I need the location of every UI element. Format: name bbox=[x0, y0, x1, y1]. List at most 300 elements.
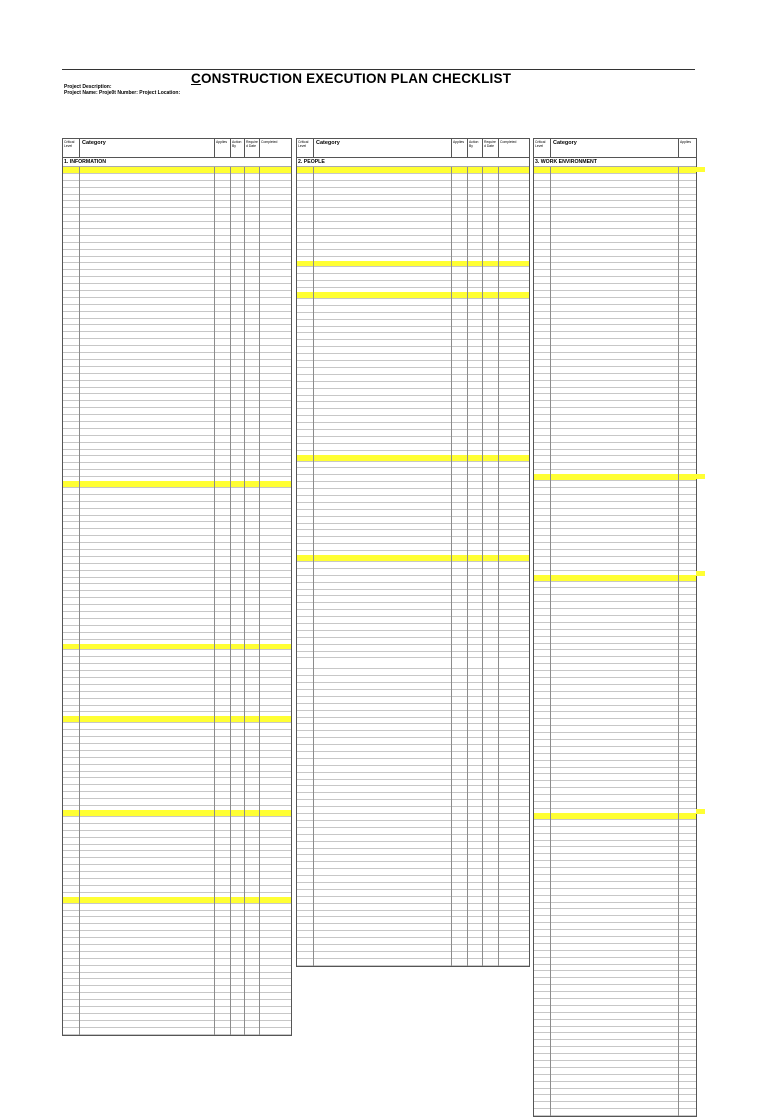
table-row bbox=[297, 883, 529, 890]
table-row bbox=[534, 678, 696, 685]
table-row bbox=[63, 938, 291, 945]
table-row bbox=[297, 389, 529, 396]
table-row bbox=[534, 719, 696, 726]
table-row bbox=[534, 263, 696, 270]
table-row bbox=[297, 208, 529, 215]
table-row bbox=[297, 869, 529, 876]
table-row bbox=[63, 550, 291, 557]
table-row bbox=[63, 415, 291, 422]
table-row bbox=[297, 890, 529, 897]
table-row bbox=[297, 924, 529, 931]
table-row bbox=[63, 612, 291, 619]
table-row bbox=[297, 904, 529, 911]
table-row bbox=[63, 529, 291, 536]
table-row bbox=[63, 188, 291, 195]
table-row bbox=[297, 711, 529, 718]
subsection-bar bbox=[534, 167, 696, 174]
table-row bbox=[63, 952, 291, 959]
table-row bbox=[63, 284, 291, 291]
table-row bbox=[63, 765, 291, 772]
table-row bbox=[63, 263, 291, 270]
table-row bbox=[534, 1089, 696, 1096]
table-row bbox=[297, 683, 529, 690]
table-row bbox=[63, 181, 291, 188]
table-row bbox=[534, 740, 696, 747]
table-row bbox=[63, 633, 291, 640]
project-info-line: Project Name: Proje0t Number: Project Location: bbox=[64, 90, 181, 96]
table-row bbox=[297, 938, 529, 945]
subsection-bar bbox=[63, 481, 291, 488]
table-row bbox=[63, 865, 291, 872]
table-row bbox=[63, 1014, 291, 1021]
table-row bbox=[297, 786, 529, 793]
table-row bbox=[63, 536, 291, 543]
table-row bbox=[534, 401, 696, 408]
table-row bbox=[297, 188, 529, 195]
checklist-column-information bbox=[62, 138, 292, 1036]
table-row bbox=[297, 849, 529, 856]
table-row bbox=[297, 215, 529, 222]
table-row bbox=[63, 470, 291, 477]
table-row bbox=[534, 650, 696, 657]
grid-column-line bbox=[259, 167, 260, 1035]
table-row bbox=[297, 544, 529, 551]
table-row bbox=[63, 657, 291, 664]
table-row bbox=[534, 270, 696, 277]
subsection-bar bbox=[63, 810, 291, 817]
table-row bbox=[63, 564, 291, 571]
table-row bbox=[534, 436, 696, 443]
table-row bbox=[534, 937, 696, 944]
table-row bbox=[297, 718, 529, 725]
table-row bbox=[534, 868, 696, 875]
table-row bbox=[297, 236, 529, 243]
table-row bbox=[63, 388, 291, 395]
table-row bbox=[297, 731, 529, 738]
table-row bbox=[297, 320, 529, 327]
table-row bbox=[534, 909, 696, 916]
table-row bbox=[534, 733, 696, 740]
table-row bbox=[63, 619, 291, 626]
table-row bbox=[297, 645, 529, 652]
table-row bbox=[297, 524, 529, 531]
table-row bbox=[297, 274, 529, 281]
table-row bbox=[534, 788, 696, 795]
table-row bbox=[63, 578, 291, 585]
table-row bbox=[63, 312, 291, 319]
page-title: CONSTRUCTION EXECUTION PLAN CHECKLIST bbox=[191, 71, 512, 86]
table-row bbox=[297, 793, 529, 800]
table-row bbox=[534, 875, 696, 882]
table-row bbox=[297, 724, 529, 731]
table-row bbox=[297, 780, 529, 787]
table-row bbox=[63, 243, 291, 250]
table-row bbox=[63, 699, 291, 706]
table-row bbox=[297, 423, 529, 430]
table-row bbox=[297, 828, 529, 835]
table-row bbox=[534, 903, 696, 910]
table-row bbox=[63, 692, 291, 699]
table-row bbox=[297, 195, 529, 202]
table-row bbox=[534, 944, 696, 951]
table-row bbox=[534, 820, 696, 827]
table-row bbox=[63, 195, 291, 202]
table-row bbox=[534, 381, 696, 388]
top-rule bbox=[62, 69, 695, 70]
table-row bbox=[297, 306, 529, 313]
table-row bbox=[534, 481, 696, 488]
table-row bbox=[534, 543, 696, 550]
subsection-bar bbox=[297, 455, 529, 462]
table-row bbox=[297, 482, 529, 489]
table-row bbox=[63, 215, 291, 222]
table-row bbox=[534, 1027, 696, 1034]
subsection-bar bbox=[297, 292, 529, 299]
table-row bbox=[534, 637, 696, 644]
table-row bbox=[534, 978, 696, 985]
table-row bbox=[534, 1102, 696, 1109]
table-row bbox=[63, 456, 291, 463]
table-row bbox=[534, 602, 696, 609]
table-row bbox=[63, 799, 291, 806]
table-row bbox=[63, 509, 291, 516]
table-row bbox=[63, 685, 291, 692]
table-row bbox=[297, 807, 529, 814]
section-title: 2. PEOPLE bbox=[297, 158, 529, 167]
table-row bbox=[297, 917, 529, 924]
table-row bbox=[534, 305, 696, 312]
table-row bbox=[534, 319, 696, 326]
table-row bbox=[297, 576, 529, 583]
table-row bbox=[63, 339, 291, 346]
table-row bbox=[63, 730, 291, 737]
table-row bbox=[534, 360, 696, 367]
table-row bbox=[297, 174, 529, 181]
table-row bbox=[297, 603, 529, 610]
table-row bbox=[534, 243, 696, 250]
table-row bbox=[534, 516, 696, 523]
table-row bbox=[534, 188, 696, 195]
subsection-bar bbox=[63, 644, 291, 651]
table-row bbox=[534, 201, 696, 208]
table-row bbox=[63, 450, 291, 457]
grid-column-line bbox=[467, 167, 468, 966]
table-row bbox=[534, 339, 696, 346]
highlight-marker bbox=[696, 809, 705, 814]
table-row bbox=[534, 692, 696, 699]
table-row bbox=[534, 250, 696, 257]
table-row bbox=[534, 374, 696, 381]
table-row bbox=[297, 583, 529, 590]
table-row bbox=[534, 951, 696, 958]
table-row bbox=[534, 463, 696, 470]
table-row bbox=[297, 382, 529, 389]
table-row bbox=[534, 971, 696, 978]
table-row bbox=[63, 502, 291, 509]
table-row bbox=[534, 930, 696, 937]
table-row bbox=[63, 886, 291, 893]
subsection-bar bbox=[534, 474, 696, 481]
table-row bbox=[534, 992, 696, 999]
table-row bbox=[63, 831, 291, 838]
grid-column-line bbox=[230, 167, 231, 1035]
table-row bbox=[63, 1021, 291, 1028]
table-row bbox=[297, 313, 529, 320]
table-row bbox=[534, 284, 696, 291]
table-row bbox=[297, 340, 529, 347]
table-row bbox=[534, 495, 696, 502]
table-row bbox=[63, 332, 291, 339]
table-row bbox=[297, 368, 529, 375]
table-row bbox=[297, 662, 529, 669]
table-row bbox=[63, 879, 291, 886]
table-header: Critical Level Category Applies Action By Require d Date Completed bbox=[63, 138, 291, 158]
table-row bbox=[534, 1006, 696, 1013]
table-row bbox=[297, 281, 529, 288]
table-row bbox=[534, 985, 696, 992]
grid-column-line bbox=[313, 167, 314, 966]
table-row bbox=[534, 847, 696, 854]
table-row bbox=[297, 375, 529, 382]
table-row bbox=[297, 624, 529, 631]
table-row bbox=[63, 664, 291, 671]
table-row bbox=[534, 630, 696, 637]
table-row bbox=[63, 298, 291, 305]
table-row bbox=[534, 664, 696, 671]
table-row bbox=[297, 222, 529, 229]
table-row bbox=[63, 557, 291, 564]
table-row bbox=[63, 488, 291, 495]
section-title: 1. INFORMATION bbox=[63, 158, 291, 167]
table-row bbox=[63, 772, 291, 779]
table-row bbox=[297, 347, 529, 354]
grid-column-line bbox=[482, 167, 483, 966]
subsection-bar bbox=[297, 555, 529, 562]
table-row bbox=[297, 517, 529, 524]
table-row bbox=[534, 609, 696, 616]
table-row bbox=[63, 291, 291, 298]
table-row bbox=[63, 229, 291, 236]
table-row bbox=[297, 402, 529, 409]
table-row bbox=[297, 354, 529, 361]
table-row bbox=[534, 595, 696, 602]
table-row bbox=[534, 215, 696, 222]
table-row bbox=[297, 475, 529, 482]
table-row bbox=[534, 958, 696, 965]
table-row bbox=[63, 626, 291, 633]
table-row bbox=[63, 277, 291, 284]
table-row bbox=[534, 795, 696, 802]
table-row bbox=[63, 737, 291, 744]
subsection-bar bbox=[534, 575, 696, 582]
table-row bbox=[534, 456, 696, 463]
table-row bbox=[534, 277, 696, 284]
table-row bbox=[63, 598, 291, 605]
table-row bbox=[297, 496, 529, 503]
table-row bbox=[63, 443, 291, 450]
table-row bbox=[297, 676, 529, 683]
table-row bbox=[63, 591, 291, 598]
table-row bbox=[297, 243, 529, 250]
table-row bbox=[534, 236, 696, 243]
table-row bbox=[534, 802, 696, 809]
table-row bbox=[297, 510, 529, 517]
table-row bbox=[534, 408, 696, 415]
table-row bbox=[297, 267, 529, 274]
table-row bbox=[63, 650, 291, 657]
table-row bbox=[534, 781, 696, 788]
table-row bbox=[297, 821, 529, 828]
highlight-marker bbox=[696, 474, 705, 479]
table-row bbox=[63, 924, 291, 931]
table-row bbox=[63, 516, 291, 523]
table-row bbox=[63, 353, 291, 360]
table-row bbox=[297, 631, 529, 638]
table-row bbox=[63, 522, 291, 529]
table-row bbox=[297, 361, 529, 368]
table-row bbox=[534, 726, 696, 733]
section-title: 3. WORK ENVIRONMENT bbox=[534, 158, 696, 167]
table-row bbox=[63, 758, 291, 765]
table-row bbox=[534, 550, 696, 557]
table-row bbox=[297, 738, 529, 745]
table-row bbox=[297, 638, 529, 645]
table-row bbox=[63, 872, 291, 879]
table-row bbox=[63, 723, 291, 730]
table-row bbox=[63, 858, 291, 865]
table-row bbox=[63, 394, 291, 401]
table-header: Critical Level Category Applies bbox=[534, 138, 696, 158]
table-row bbox=[297, 835, 529, 842]
table-row bbox=[63, 845, 291, 852]
table-row bbox=[63, 778, 291, 785]
table-row bbox=[297, 911, 529, 918]
grid-column-line bbox=[498, 167, 499, 966]
table-row bbox=[63, 966, 291, 973]
table-row bbox=[534, 509, 696, 516]
grid-column-line bbox=[244, 167, 245, 1035]
highlight-marker bbox=[696, 571, 705, 576]
checklist-rows bbox=[63, 167, 291, 1035]
table-row bbox=[63, 436, 291, 443]
table-row bbox=[534, 1047, 696, 1054]
table-row bbox=[534, 582, 696, 589]
table-row bbox=[63, 429, 291, 436]
table-row bbox=[297, 842, 529, 849]
table-row bbox=[534, 1020, 696, 1027]
table-row bbox=[534, 754, 696, 761]
table-row bbox=[63, 270, 291, 277]
table-row bbox=[534, 916, 696, 923]
table-row bbox=[534, 229, 696, 236]
table-row bbox=[63, 979, 291, 986]
table-row bbox=[63, 904, 291, 911]
table-row bbox=[63, 257, 291, 264]
table-row bbox=[297, 201, 529, 208]
table-row bbox=[297, 333, 529, 340]
table-row bbox=[63, 824, 291, 831]
table-row bbox=[297, 773, 529, 780]
table-row bbox=[534, 896, 696, 903]
table-row bbox=[63, 374, 291, 381]
table-row bbox=[63, 305, 291, 312]
table-row bbox=[297, 952, 529, 959]
grid-column-line bbox=[678, 167, 679, 1116]
table-row bbox=[63, 993, 291, 1000]
table-row bbox=[63, 706, 291, 713]
table-row bbox=[534, 761, 696, 768]
table-row bbox=[63, 208, 291, 215]
subsection-bar bbox=[63, 716, 291, 723]
table-row bbox=[534, 623, 696, 630]
table-row bbox=[534, 522, 696, 529]
table-row bbox=[297, 444, 529, 451]
table-row bbox=[534, 564, 696, 571]
table-row bbox=[534, 346, 696, 353]
table-row bbox=[534, 1040, 696, 1047]
table-row bbox=[63, 463, 291, 470]
table-row bbox=[534, 181, 696, 188]
table-row bbox=[297, 617, 529, 624]
table-row bbox=[297, 610, 529, 617]
table-row bbox=[297, 945, 529, 952]
table-row bbox=[534, 841, 696, 848]
table-row bbox=[534, 222, 696, 229]
table-row bbox=[534, 529, 696, 536]
table-row bbox=[63, 785, 291, 792]
table-row bbox=[297, 931, 529, 938]
subsection-bar bbox=[297, 167, 529, 174]
table-row bbox=[63, 1028, 291, 1035]
subsection-bar bbox=[297, 261, 529, 268]
table-row bbox=[63, 605, 291, 612]
table-row bbox=[63, 792, 291, 799]
table-row bbox=[534, 1082, 696, 1089]
table-row bbox=[63, 201, 291, 208]
table-row bbox=[63, 973, 291, 980]
table-row bbox=[297, 596, 529, 603]
table-row bbox=[534, 174, 696, 181]
table-row bbox=[534, 768, 696, 775]
table-row bbox=[534, 882, 696, 889]
table-row bbox=[534, 353, 696, 360]
table-row bbox=[63, 495, 291, 502]
table-row bbox=[534, 291, 696, 298]
table-row bbox=[534, 1095, 696, 1102]
table-row bbox=[297, 562, 529, 569]
table-row bbox=[63, 346, 291, 353]
table-row bbox=[297, 409, 529, 416]
table-row bbox=[534, 1075, 696, 1082]
table-row bbox=[63, 584, 291, 591]
table-row bbox=[297, 530, 529, 537]
table-row bbox=[534, 450, 696, 457]
table-row bbox=[534, 195, 696, 202]
table-row bbox=[534, 657, 696, 664]
table-row bbox=[297, 862, 529, 869]
table-row bbox=[63, 671, 291, 678]
table-row bbox=[297, 503, 529, 510]
table-row bbox=[534, 394, 696, 401]
table-row bbox=[297, 299, 529, 306]
table-row bbox=[297, 855, 529, 862]
table-row bbox=[297, 814, 529, 821]
subsection-bar bbox=[63, 167, 291, 174]
table-row bbox=[534, 671, 696, 678]
table-row bbox=[63, 959, 291, 966]
table-row bbox=[63, 319, 291, 326]
table-row bbox=[63, 422, 291, 429]
